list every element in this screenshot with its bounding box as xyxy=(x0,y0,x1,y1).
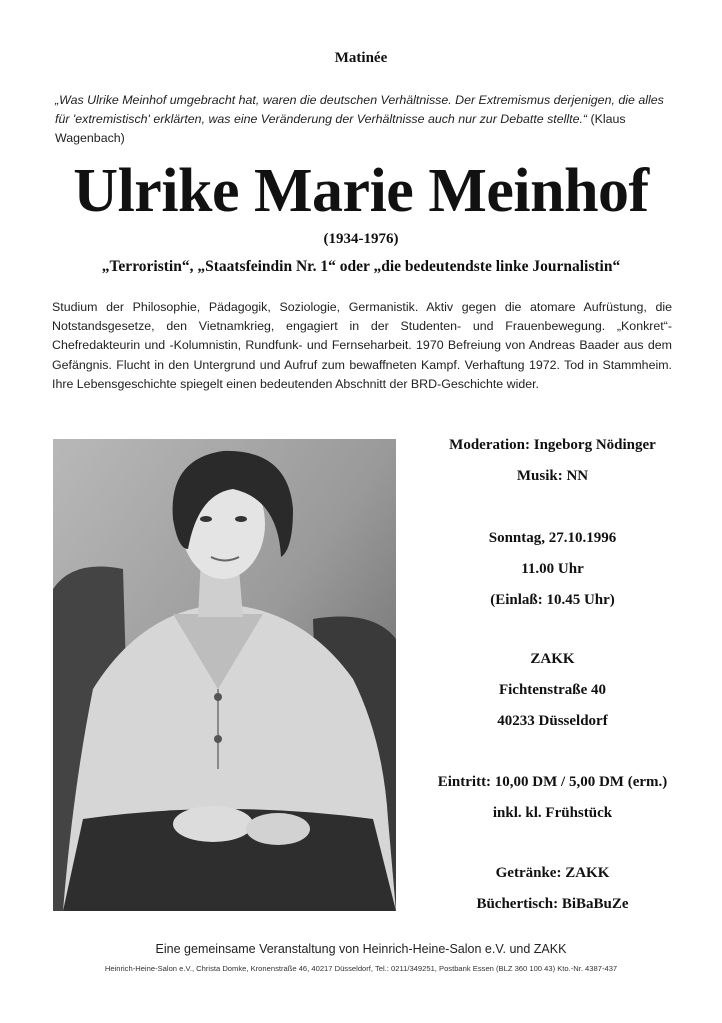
music: Musik: NN xyxy=(516,468,589,484)
quote xyxy=(55,91,672,148)
book-table: Büchertisch: BiBaBuZe xyxy=(476,896,629,912)
moderation: Moderation: Ingeborg Nödinger xyxy=(449,437,656,453)
life-years: (1934-1976) xyxy=(323,231,399,247)
portrait-photo xyxy=(53,439,396,911)
kicker: Matinée xyxy=(334,50,388,66)
venue-name: ZAKK xyxy=(530,651,575,667)
venue-street: Fichtenstraße 40 xyxy=(498,682,607,698)
quote-attribution: (Klaus Wagenbach) xyxy=(55,112,626,145)
venue-city: 40233 Düsseldorf xyxy=(497,713,608,729)
footer-organizers: Eine gemeinsame Veranstaltung von Heinrich-Heine-Salon e.V. und ZAKK xyxy=(155,942,567,956)
quote-text: „Was Ulrike Meinhof umgebracht hat, waren die deutschen Verhältnisse. Der Extremismus derjenigen, die alles für 'extremistisch' erklärten, was eine Veränderung der Verhältnisse auch nur zur Debatte stellte.“ xyxy=(55,93,664,126)
event-date: Sonntag, 27.10.1996 xyxy=(488,530,617,546)
event-time: 11.00 Uhr xyxy=(521,561,584,577)
admission-price: Eintritt: 10,00 DM / 5,00 DM (erm.) xyxy=(437,774,668,790)
biography: Studium der Philosophie, Pädagogik, Soziologie, Germanistik. Aktiv gegen die atomare Aufrüstung, die Notstandsgesetze, den Vietnamkrieg, engagiert in der Studenten- und Frauenbewegung. „Konkret“-Chefredakteurin und -Kolumnistin, Rundfunk- und Fernseharbeit. 1970 Befreiung von Andreas Baader aus dem Gefängnis. Flucht in den Untergrund und Aufruf zum bewaffneten Kampf. Verhaftung 1972. Tod in Stammheim. Ihre Lebensgeschichte spiegelt einen bedeutenden Abschnitt der BRD-Geschichte wider. xyxy=(52,300,672,391)
drinks: Getränke: ZAKK xyxy=(495,865,610,881)
entry-time: (Einlaß: 10.45 Uhr) xyxy=(490,592,615,608)
page-title: Ulrike Marie Meinhof xyxy=(73,157,649,225)
footer-contact: Heinrich-Heine-Salon e.V., Christa Domke, Kronenstraße 46, 40217 Düsseldorf, Tel.: 0211/349251, Postbank Essen (BLZ 360 100 43) Kto.-Nr. 4387-437 xyxy=(104,964,618,973)
subtitle: „Terroristin“, „Staatsfeindin Nr. 1“ oder „die bedeutendste linke Journalistin“ xyxy=(101,258,621,275)
breakfast-note: inkl. kl. Frühstück xyxy=(492,805,613,821)
